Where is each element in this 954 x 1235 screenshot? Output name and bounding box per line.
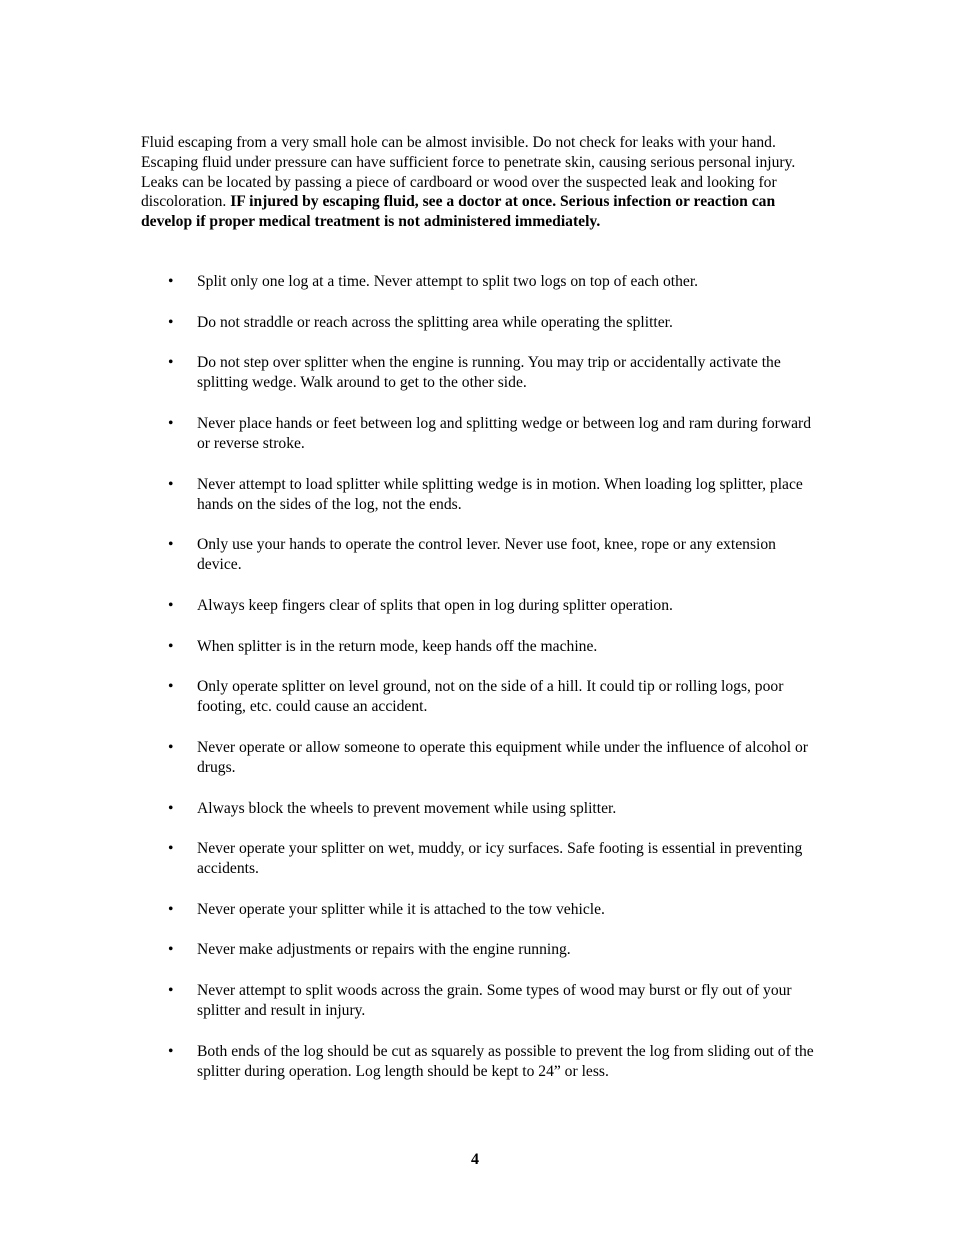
- bullet-icon: •: [168, 900, 174, 918]
- bullet-icon: •: [168, 536, 174, 554]
- intro-paragraph: [141, 133, 817, 232]
- bullet-icon: •: [168, 1042, 174, 1060]
- bullet-text: When splitter is in the return mode, keep hands off the machine.: [197, 637, 598, 655]
- list-item: [0, 414, 954, 454]
- bullet-text: Only operate splitter on level ground, not on the side of a hill. It could tip or rolling logs, poor footing, etc. could cause an accident.: [197, 678, 784, 716]
- list-item: [0, 839, 954, 879]
- bullet-text: Always keep fingers clear of splits that open in log during splitter operation.: [197, 596, 673, 614]
- bullet-text: Never place hands or feet between log and splitting wedge or between log and ram during forward or reverse stroke.: [197, 414, 812, 452]
- bullet-icon: •: [168, 475, 174, 493]
- bullet-text: Never operate or allow someone to operate this equipment while under the influence of alcohol or drugs.: [197, 738, 808, 776]
- bullet-text: Do not step over splitter when the engine is running. You may trip or accidentally activate the splitting wedge. Walk around to get to the other side.: [197, 354, 781, 392]
- list-item: [0, 799, 954, 819]
- list-item: [0, 1042, 954, 1082]
- bullet-icon: •: [168, 637, 174, 655]
- bullet-icon: •: [168, 738, 174, 756]
- list-item: [0, 596, 954, 616]
- bullet-icon: •: [168, 414, 174, 432]
- bullet-text: Never make adjustments or repairs with the engine running.: [197, 941, 571, 959]
- list-item: [0, 900, 954, 920]
- bullet-icon: •: [168, 678, 174, 696]
- bullet-text: Never attempt to load splitter while splitting wedge is in motion. When loading log splitter, place hands on the sides of the log, not the ends.: [197, 475, 803, 513]
- list-item: [0, 272, 954, 292]
- list-item: [0, 940, 954, 960]
- bullet-text: Never attempt to split woods across the grain. Some types of wood may burst or fly out of your splitter and result in injury.: [197, 981, 792, 1020]
- safety-bullet-list: [0, 272, 954, 1102]
- list-item: [0, 313, 954, 333]
- bullet-text: Split only one log at a time. Never attempt to split two logs on top of each other.: [197, 273, 699, 290]
- bullet-icon: •: [168, 981, 174, 999]
- bullet-text: Never operate your splitter on wet, muddy, or icy surfaces. Safe footing is essential in preventing accidents.: [197, 840, 803, 878]
- bullet-icon: •: [168, 799, 174, 817]
- bullet-text: Never operate your splitter while it is attached to the tow vehicle.: [197, 900, 605, 918]
- bullet-text: Do not straddle or reach across the splitting area while operating the splitter.: [197, 313, 673, 331]
- bullet-text: Always block the wheels to prevent movement while using splitter.: [197, 799, 617, 817]
- list-item: [0, 677, 954, 717]
- list-item: [0, 637, 954, 657]
- page-number: 4: [471, 1151, 479, 1168]
- list-item: [0, 535, 954, 575]
- bullet-icon: •: [168, 840, 174, 858]
- bullet-text: Both ends of the log should be cut as squarely as possible to prevent the log from sliding out of the splitter during operation. Log length should be kept to 24” or less.: [197, 1042, 814, 1080]
- intro-warning-text: IF injured by escaping fluid, see a doctor at once. Serious infection or reaction can develop if proper medical treatment is not administered immediately.: [141, 193, 776, 231]
- list-item: [0, 475, 954, 515]
- list-item: [0, 353, 954, 393]
- bullet-icon: •: [168, 273, 174, 290]
- bullet-icon: •: [168, 354, 174, 372]
- list-item: [0, 981, 954, 1021]
- list-item: [0, 738, 954, 778]
- bullet-icon: •: [168, 596, 174, 614]
- bullet-text: Only use your hands to operate the control lever. Never use foot, knee, rope or any extension device.: [197, 536, 776, 574]
- intro-normal-text: Fluid escaping from a very small hole can be almost invisible. Do not check for leaks with your hand. Escaping fluid under pressure can have sufficient force to penetrate skin, causing serious personal injury. Leaks can be located by passing a piece of cardboard or wood over the suspected leak and looking for discoloration.: [141, 134, 796, 211]
- bullet-icon: •: [168, 941, 174, 959]
- bullet-icon: •: [168, 313, 174, 331]
